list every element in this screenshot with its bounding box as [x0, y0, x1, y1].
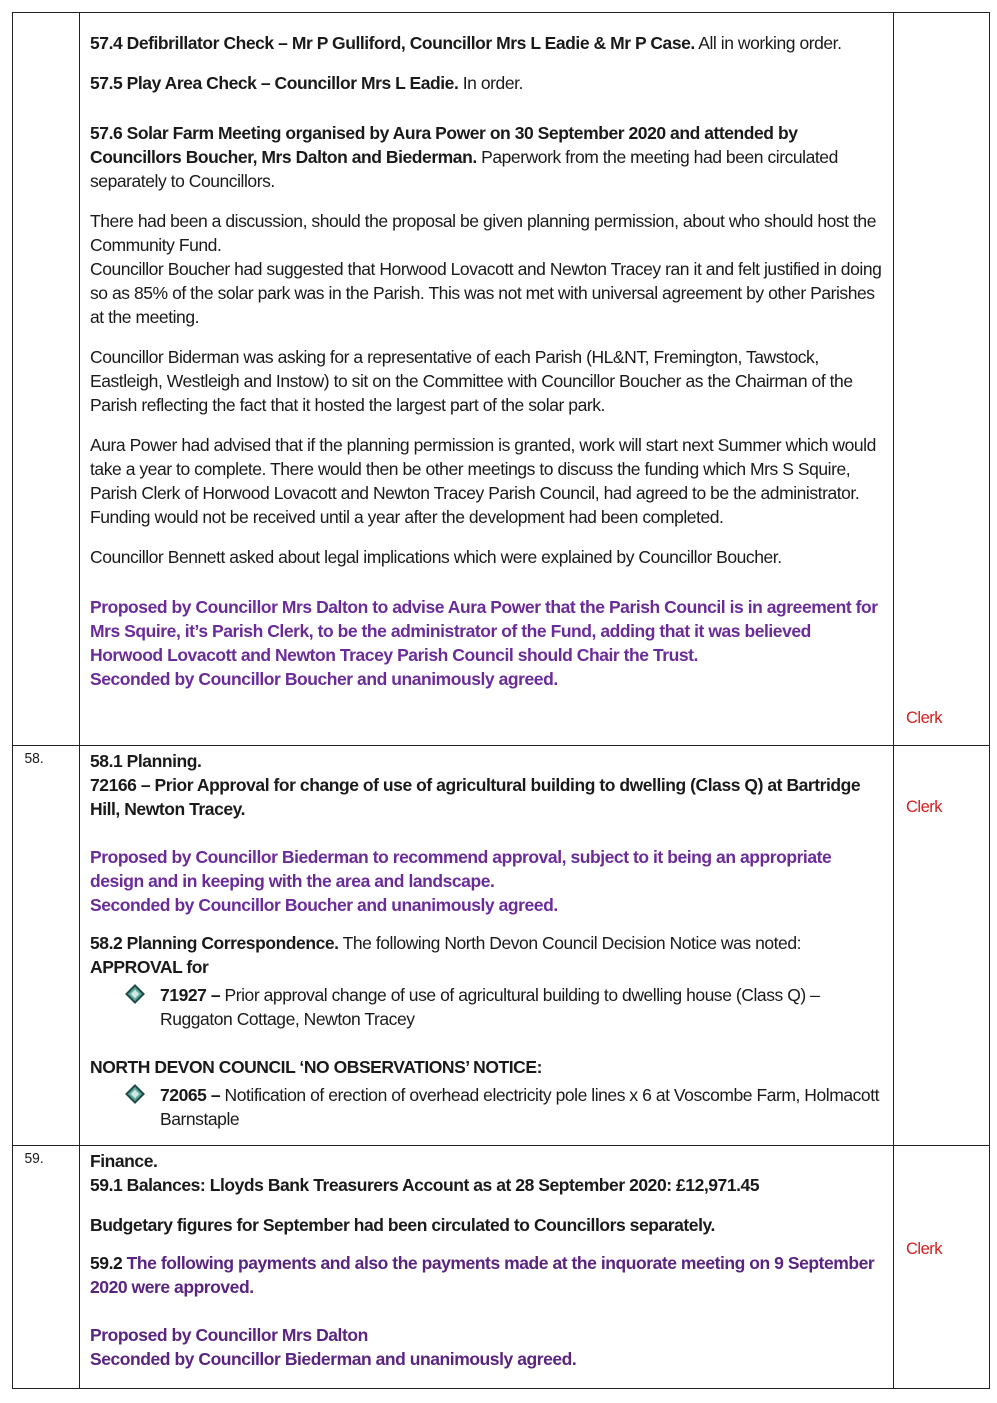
finance-heading: Finance.: [90, 1151, 158, 1171]
item-body-57: [80, 13, 894, 746]
solar-farm-meeting: 57.6 Solar Farm Meeting organised by Aura Power on 30 September 2020 and attended by Councillors Boucher, Mrs Dalton and Biederman. Paperwork from the meeting had been circulated separately to Councillors.: [90, 123, 838, 191]
aura-power-para: Aura Power had advised that if the planning permission is granted, work will start next Summer which would take a year to complete. There would then be other meetings to discuss the funding which Mrs S Squire, Parish Clerk of Horwood Lovacott and Newton Tracey Parish Council, had agreed to be the administrator.: [90, 435, 876, 503]
defib-check: 57.4 Defibrillator Check – Mr P Gulliford, Councillor Mrs L Eadie & Mr P Case. All in working order.: [90, 33, 842, 53]
action-label: Clerk: [906, 1240, 943, 1258]
item-body-59: [80, 1146, 894, 1389]
action-label: Clerk: [906, 709, 943, 727]
minutes-row-59: [13, 1146, 990, 1389]
funding-para: Funding would not be received until a year after the development had been completed.: [90, 507, 724, 527]
proposal-58: Proposed by Councillor Biederman to recommend approval, subject to it being an appropriate design and in keeping with the area and landscape.: [90, 847, 832, 891]
proposal-57: Proposed by Councillor Mrs Dalton to advise Aura Power that the Parish Council is in agreement for Mrs Squire, it’s Parish Clerk, to be the administrator of the Fund, adding that it was believed Horwood Lovacott and Newton Tracey Parish Council should Chair the Trust.: [90, 597, 878, 665]
planning-item: 72166 – Prior Approval for change of use of agricultural building to dwelling (Class Q) at Bartridge Hill, Newton Tracey.: [90, 775, 861, 819]
minutes-page: [12, 12, 989, 1389]
proposed-59: Proposed by Councillor Mrs Dalton: [90, 1325, 368, 1345]
no-observations-heading: NORTH DEVON COUNCIL ‘NO OBSERVATIONS’ NOTICE:: [90, 1057, 542, 1077]
seconded-58: Seconded by Councillor Boucher and unanimously agreed.: [90, 895, 558, 915]
minutes-row-57: [13, 13, 990, 746]
diamond-bullet-icon: [125, 1084, 145, 1104]
play-area-check: 57.5 Play Area Check – Councillor Mrs L Eadie. In order.: [90, 73, 523, 93]
diamond-bullet-icon: [125, 984, 145, 1004]
action-cell-58: [894, 746, 990, 1146]
item-number: 59.: [13, 1146, 75, 1389]
action-label: Clerk: [906, 798, 943, 816]
planning-heading: 58.1 Planning.: [90, 751, 202, 771]
approval-for: APPROVAL for: [90, 957, 209, 977]
item-number: [13, 13, 75, 746]
minutes-table: [12, 12, 990, 1389]
seconded-57: Seconded by Councillor Boucher and unanimously agreed.: [90, 669, 558, 689]
seconded-59: Seconded by Councillor Biederman and unanimously agreed.: [90, 1349, 577, 1369]
boucher-para: Councillor Boucher had suggested that Horwood Lovacott and Newton Tracey ran it and felt justified in doing so as 85% of the solar park was in the Parish. This was not met with universal agreement by other Parishes at the meeting.: [90, 259, 882, 327]
action-cell-57: [894, 13, 990, 746]
biderman-para: Councillor Biderman was asking for a representative of each Parish (HL&NT, Fremington, Tawstock, Eastleigh, Westleigh and Instow) to sit on the Committee with Councillor Boucher as the Chairman of the Parish reflecting the fact that it hosted the largest part of the solar park.: [90, 347, 853, 415]
item-number: 58.: [13, 746, 75, 1146]
approval-item: 71927 – Prior approval change of use of agricultural building to dwelling house (Class Q) – Ruggaton Cottage, Newton Tracey: [90, 983, 883, 1031]
bennett-para: Councillor Bennett asked about legal implications which were explained by Councillor Boucher.: [90, 547, 782, 567]
item-body-58: [80, 746, 894, 1146]
budgetary-figures: Budgetary figures for September had been circulated to Councillors separately.: [90, 1215, 715, 1235]
community-fund-para: There had been a discussion, should the proposal be given planning permission, about who should host the Community Fund.: [90, 211, 876, 255]
action-cell-59: [894, 1146, 990, 1389]
planning-correspondence: 58.2 Planning Correspondence. The following North Devon Council Decision Notice was noted:: [90, 933, 802, 953]
minutes-row-58: [13, 746, 990, 1146]
balances: 59.1 Balances: Lloyds Bank Treasurers Account as at 28 September 2020: £12,971.45: [90, 1175, 760, 1195]
payments-approved: 59.2 The following payments and also the payments made at the inquorate meeting on 9 September 2020 were approved.: [90, 1253, 875, 1297]
no-observations-item: 72065 – Notification of erection of overhead electricity pole lines x 6 at Voscombe Farm, Holmacott Barnstaple: [90, 1083, 883, 1131]
